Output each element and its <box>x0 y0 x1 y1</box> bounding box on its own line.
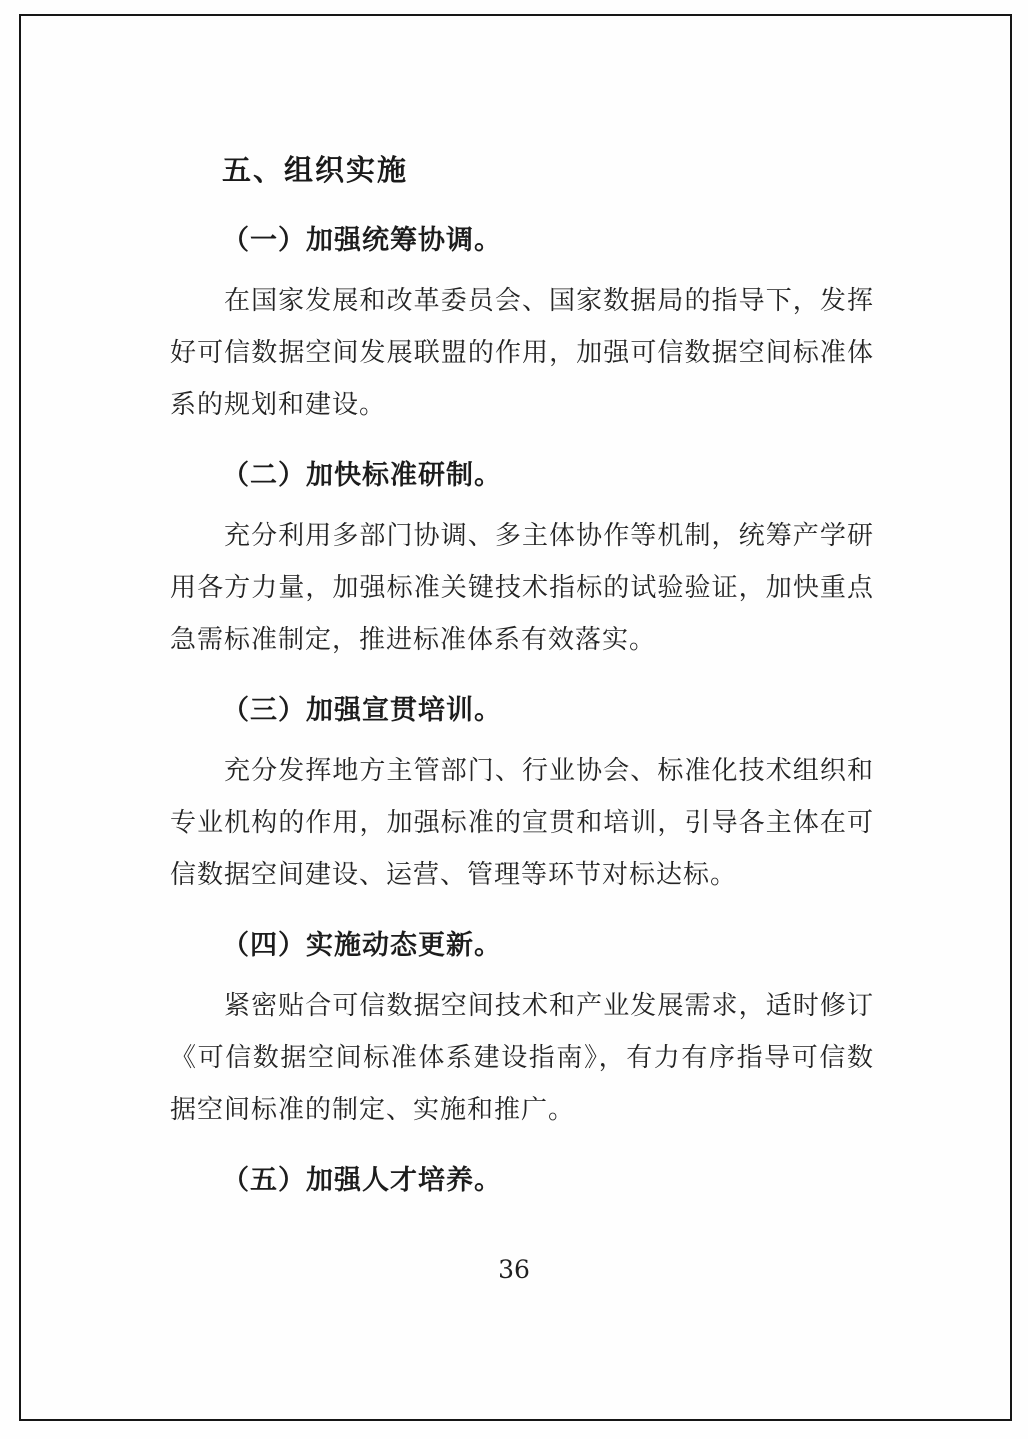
section-5 <box>170 1155 874 1207</box>
section-heading: （五）加强人才培养。 <box>222 1165 502 1196</box>
body-paragraph: 充分利用多部门协调、多主体协作等机制，统筹产学研用各方力量，加强标准关键技术指标的试验验证，加快重点急需标准制定，推进标准体系有效落实。 <box>170 521 874 655</box>
page-content <box>170 144 874 1207</box>
section-2 <box>170 450 874 666</box>
page-number: 36 <box>498 1255 530 1284</box>
section-heading: （四）实施动态更新。 <box>222 930 502 961</box>
body-paragraph: 紧密贴合可信数据空间技术和产业发展需求，适时修订《可信数据空间标准体系建设指南》，有力有序指导可信数据空间标准的制定、实施和推广。 <box>170 991 874 1125</box>
section-1 <box>170 215 874 431</box>
section-heading: （一）加强统筹协调。 <box>222 225 502 256</box>
section-4 <box>170 920 874 1136</box>
section-heading: （二）加快标准研制。 <box>222 460 502 491</box>
section-3 <box>170 685 874 901</box>
chapter-title: 五、组织实施 <box>222 153 409 187</box>
body-paragraph: 在国家发展和改革委员会、国家数据局的指导下，发挥好可信数据空间发展联盟的作用，加强可信数据空间标准体系的规划和建设。 <box>170 286 874 420</box>
section-heading: （三）加强宣贯培训。 <box>222 695 502 726</box>
body-paragraph: 充分发挥地方主管部门、行业协会、标准化技术组织和专业机构的作用，加强标准的宣贯和培训，引导各主体在可信数据空间建设、运营、管理等环节对标达标。 <box>170 756 874 890</box>
